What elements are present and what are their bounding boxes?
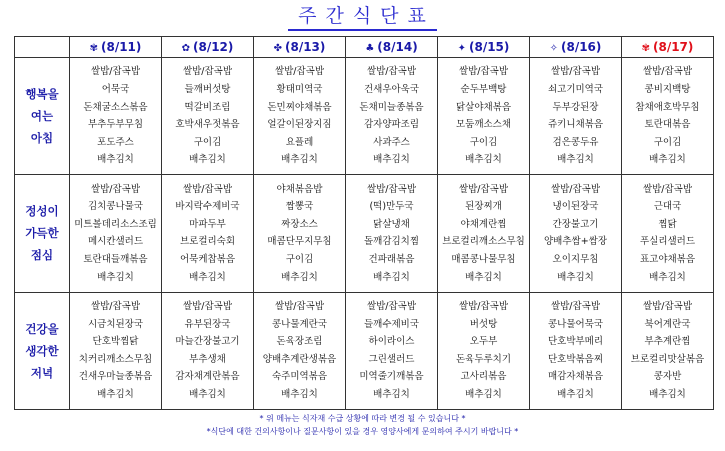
menu-item: 배추김치: [97, 271, 134, 283]
day-label: (8/15): [468, 40, 510, 54]
flower-icon: ✾: [641, 43, 650, 54]
menu-item: 쌀밥/잡곡밥: [550, 66, 601, 78]
page-title-wrap: [0, 4, 725, 31]
menu-item: 매감자채볶음: [547, 371, 604, 383]
menu-item: 떡갈비조림: [184, 101, 231, 113]
menu-item: 쌀밥/잡곡밥: [366, 183, 417, 195]
menu-item: 메시칸샐러드: [87, 236, 144, 248]
menu-cell: [346, 58, 438, 175]
menu-item: 쌀밥/잡곡밥: [550, 183, 601, 195]
menu-item: 배추김치: [97, 389, 134, 401]
meal-label-line: 여는: [30, 109, 54, 124]
meal-label: [15, 292, 70, 409]
menu-item: 쌀밥/잡곡밥: [550, 301, 601, 313]
menu-item: 콩나물어묵국: [547, 318, 604, 330]
menu-item: 숙주미역볶음: [271, 371, 328, 383]
menu-item: 쌀밥/잡곡밥: [90, 66, 141, 78]
meal-label-line: 정성이: [25, 204, 59, 219]
menu-item: 하이라이스: [368, 336, 415, 348]
menu-item: 구이김: [193, 136, 222, 148]
menu-item: 배추김치: [557, 271, 594, 283]
meal-label-line: 아침: [30, 131, 54, 146]
menu-item: 쌀밥/잡곡밥: [182, 183, 233, 195]
menu-item: 배추김치: [189, 271, 226, 283]
meal-row: [15, 58, 714, 175]
day-label: (8/12): [192, 40, 234, 54]
meal-label: [15, 58, 70, 175]
menu-item: 배추김치: [281, 389, 318, 401]
menu-item: 짜장소스: [281, 218, 318, 230]
corner-cell: [15, 37, 70, 58]
menu-item: 토란대볶음: [644, 119, 691, 131]
menu-item: 얼갈이된장지짐: [267, 119, 332, 131]
menu-item: 찜닭: [658, 218, 677, 230]
menu-item: 검은콩두유: [552, 136, 599, 148]
menu-item: 배추김치: [649, 154, 686, 166]
page-title: 주간식단표: [288, 4, 437, 31]
menu-item: 배추김치: [97, 154, 134, 166]
menu-item: 참채애호박무침: [635, 101, 700, 113]
menu-cell: [254, 292, 346, 409]
menu-cell: [162, 175, 254, 292]
menu-item: 부추생채: [189, 353, 226, 365]
meal-row: [15, 292, 714, 409]
menu-item: 배추김치: [281, 154, 318, 166]
meal-label-line: 생각한: [25, 343, 59, 358]
menu-item: 쌀밥/잡곡밥: [642, 183, 693, 195]
menu-item: 배추김치: [281, 271, 318, 283]
note-line: *식단에 대한 건의사항이나 질문사항이 있을 경우 영양사에게 문의하여 주시기 바랍니다 *: [206, 427, 519, 436]
menu-item: 김치콩나물국: [87, 201, 144, 213]
menu-item: 콩나물계란국: [271, 318, 328, 330]
menu-item: 야채볶음밥: [276, 183, 323, 195]
menu-item: 배추김치: [373, 271, 410, 283]
menu-item: 구이김: [285, 254, 314, 266]
day-header: [346, 37, 438, 58]
menu-item: 배추김치: [465, 154, 502, 166]
menu-item: 푸실리샐러드: [639, 236, 696, 248]
meal-label-line: 저녁: [30, 365, 54, 380]
menu-item: 쌀밥/잡곡밥: [642, 66, 693, 78]
menu-item: 포도주스: [97, 136, 134, 148]
menu-cell: [438, 292, 530, 409]
menu-item: 양배추쌈+쌈장: [543, 236, 608, 248]
day-header: [530, 37, 622, 58]
menu-item: 단호박부메리: [547, 336, 604, 348]
menu-item: (떡)만두국: [369, 201, 414, 213]
menu-item: 배추김치: [649, 389, 686, 401]
menu-item: 배추김치: [373, 389, 410, 401]
menu-item: 브로컬리깨소스무침: [442, 236, 525, 248]
menu-item: 건파래볶음: [368, 254, 415, 266]
day-label: (8/16): [560, 40, 602, 54]
menu-item: 그린샐러드: [368, 353, 415, 365]
menu-item: 배추김치: [649, 271, 686, 283]
menu-item: 콩자반: [653, 371, 682, 383]
menu-cell: [346, 292, 438, 409]
menu-item: 고사리볶음: [460, 371, 507, 383]
menu-item: 건새우마늘종볶음: [78, 371, 153, 383]
day-header: [254, 37, 346, 58]
menu-item: 어묵케찹볶음: [179, 254, 236, 266]
menu-item: 쌀밥/잡곡밥: [182, 301, 233, 313]
menu-cell: [530, 58, 622, 175]
menu-item: 쌀밥/잡곡밥: [274, 66, 325, 78]
day-label: (8/17): [652, 40, 694, 54]
menu-item: 미트볼데리소스조림: [74, 218, 157, 230]
menu-item: 배추김치: [465, 271, 502, 283]
menu-item: 양배추계란생볶음: [262, 353, 337, 365]
meal-row: [15, 175, 714, 292]
menu-cell: [70, 58, 162, 175]
menu-item: 배추김치: [557, 389, 594, 401]
menu-item: 감자채계란볶음: [175, 371, 240, 383]
meal-label-line: 건강을: [25, 321, 59, 336]
menu-item: 요플레: [285, 136, 314, 148]
menu-item: 부추계란찜: [644, 336, 691, 348]
day-label: (8/13): [284, 40, 326, 54]
menu-item: 어묵국: [101, 83, 130, 95]
menu-item: 치커리깨소스무침: [78, 353, 153, 365]
menu-cell: [254, 58, 346, 175]
menu-cell: [438, 175, 530, 292]
menu-item: 북어계란국: [644, 318, 691, 330]
menu-item: 돈민찌야채볶음: [267, 101, 332, 113]
flower-icon: ♣: [365, 43, 375, 54]
menu-item: 감자양파조림: [363, 119, 420, 131]
menu-item: 토란대들깨볶음: [83, 254, 148, 266]
menu-item: 사과주스: [373, 136, 410, 148]
menu-cell: [346, 175, 438, 292]
menu-item: 두부강된장: [552, 101, 599, 113]
menu-item: 야채계란찜: [460, 218, 507, 230]
menu-item: 부추두부무침: [87, 119, 144, 131]
menu-item: 근대국: [653, 201, 682, 213]
note-line: * 위 메뉴는 식자재 수급 상황에 따라 변경 될 수 있습니다 *: [259, 414, 466, 423]
menu-item: 브로컬리숙회: [179, 236, 236, 248]
menu-item: 유부된장국: [184, 318, 231, 330]
menu-item: 돌깨감김치찜: [363, 236, 420, 248]
menu-item: 쌀밥/잡곡밥: [90, 301, 141, 313]
menu-cell: [70, 292, 162, 409]
day-header-row: [15, 37, 714, 58]
menu-item: 표고야채볶음: [639, 254, 696, 266]
menu-item: 쌀밥/잡곡밥: [642, 301, 693, 313]
menu-item: 들깨수제비국: [363, 318, 420, 330]
meal-label-line: 가득한: [25, 226, 59, 241]
menu-item: 닭살냉채: [373, 218, 410, 230]
flower-icon: ✦: [457, 43, 466, 54]
menu-item: 간장불고기: [552, 218, 599, 230]
menu-item: 건새우아욱국: [363, 83, 420, 95]
day-header-sunday: [622, 37, 714, 58]
menu-cell: [622, 58, 714, 175]
menu-item: 콩비지백탕: [644, 83, 691, 95]
menu-item: 마늘간장불고기: [175, 336, 240, 348]
menu-item: 짬뽕국: [285, 201, 314, 213]
menu-item: 마파두부: [189, 218, 226, 230]
day-label: (8/14): [377, 40, 418, 54]
notes: [0, 412, 725, 438]
menu-item: 쌀밥/잡곡밥: [366, 301, 417, 313]
menu-item: 돈채굴소스볶음: [83, 101, 148, 113]
menu-item: 쌀밥/잡곡밥: [458, 66, 509, 78]
menu-item: 배추김치: [373, 154, 410, 166]
menu-item: 단호박찜닭: [92, 336, 139, 348]
menu-item: 황태미역국: [276, 83, 323, 95]
menu-item: 오두부: [469, 336, 498, 348]
menu-item: 쌀밥/잡곡밥: [458, 301, 509, 313]
menu-item: 쥬키니채볶음: [547, 119, 604, 131]
flower-icon: ✧: [549, 43, 558, 54]
menu-item: 쌀밥/잡곡밥: [90, 183, 141, 195]
menu-cell: [162, 58, 254, 175]
menu-cell: [438, 58, 530, 175]
menu-item: 쇠고기미역국: [547, 83, 604, 95]
menu-item: 쌀밥/잡곡밥: [366, 66, 417, 78]
menu-item: 돈육두루치기: [455, 353, 512, 365]
menu-item: 배추김치: [189, 154, 226, 166]
menu-item: 들깨버섯탕: [184, 83, 231, 95]
menu-item: 모둠깨소스채: [455, 119, 512, 131]
menu-item: 쌀밥/잡곡밥: [274, 301, 325, 313]
menu-item: 배추김치: [557, 154, 594, 166]
menu-item: 배추김치: [465, 389, 502, 401]
meal-label-line: 점심: [30, 248, 54, 263]
menu-cell: [622, 292, 714, 409]
menu-item: 구이김: [653, 136, 682, 148]
flower-icon: ✾: [89, 43, 98, 54]
menu-item: 시금치된장국: [87, 318, 144, 330]
menu-item: 매콤콩나물무침: [451, 254, 516, 266]
weekly-menu-table: [14, 36, 714, 410]
menu-cell: [530, 175, 622, 292]
menu-item: 버섯탕: [469, 318, 498, 330]
meal-label-line: 행복을: [25, 87, 59, 102]
menu-cell: [162, 292, 254, 409]
menu-item: 배추김치: [189, 389, 226, 401]
menu-item: 된장찌개: [465, 201, 502, 213]
menu-item: 호박새우젓볶음: [175, 119, 240, 131]
menu-cell: [530, 292, 622, 409]
day-header: [70, 37, 162, 58]
meal-label: [15, 175, 70, 292]
menu-item: 돈채미늘종볶음: [359, 101, 424, 113]
menu-item: 매콤단무지무침: [267, 236, 332, 248]
menu-cell: [622, 175, 714, 292]
menu-item: 바지락수제비국: [175, 201, 240, 213]
menu-cell: [70, 175, 162, 292]
day-header: [162, 37, 254, 58]
menu-item: 쌀밥/잡곡밥: [458, 183, 509, 195]
menu-item: 돈육장조림: [276, 336, 323, 348]
day-header: [438, 37, 530, 58]
flower-icon: ✿: [181, 43, 190, 54]
menu-item: 구이김: [469, 136, 498, 148]
menu-cell: [254, 175, 346, 292]
menu-item: 닭살야채볶음: [455, 101, 512, 113]
menu-item: 단호박볶음찌: [547, 353, 604, 365]
menu-item: 순두부백탕: [460, 83, 507, 95]
menu-item: 냉이된장국: [552, 201, 599, 213]
menu-item: 미역줄기깨볶음: [359, 371, 424, 383]
flower-icon: ✤: [273, 43, 282, 54]
menu-item: 브로컬리맛살볶음: [630, 353, 705, 365]
menu-item: 쌀밥/잡곡밥: [182, 66, 233, 78]
menu-item: 오이지무침: [552, 254, 599, 266]
day-label: (8/11): [100, 40, 142, 54]
